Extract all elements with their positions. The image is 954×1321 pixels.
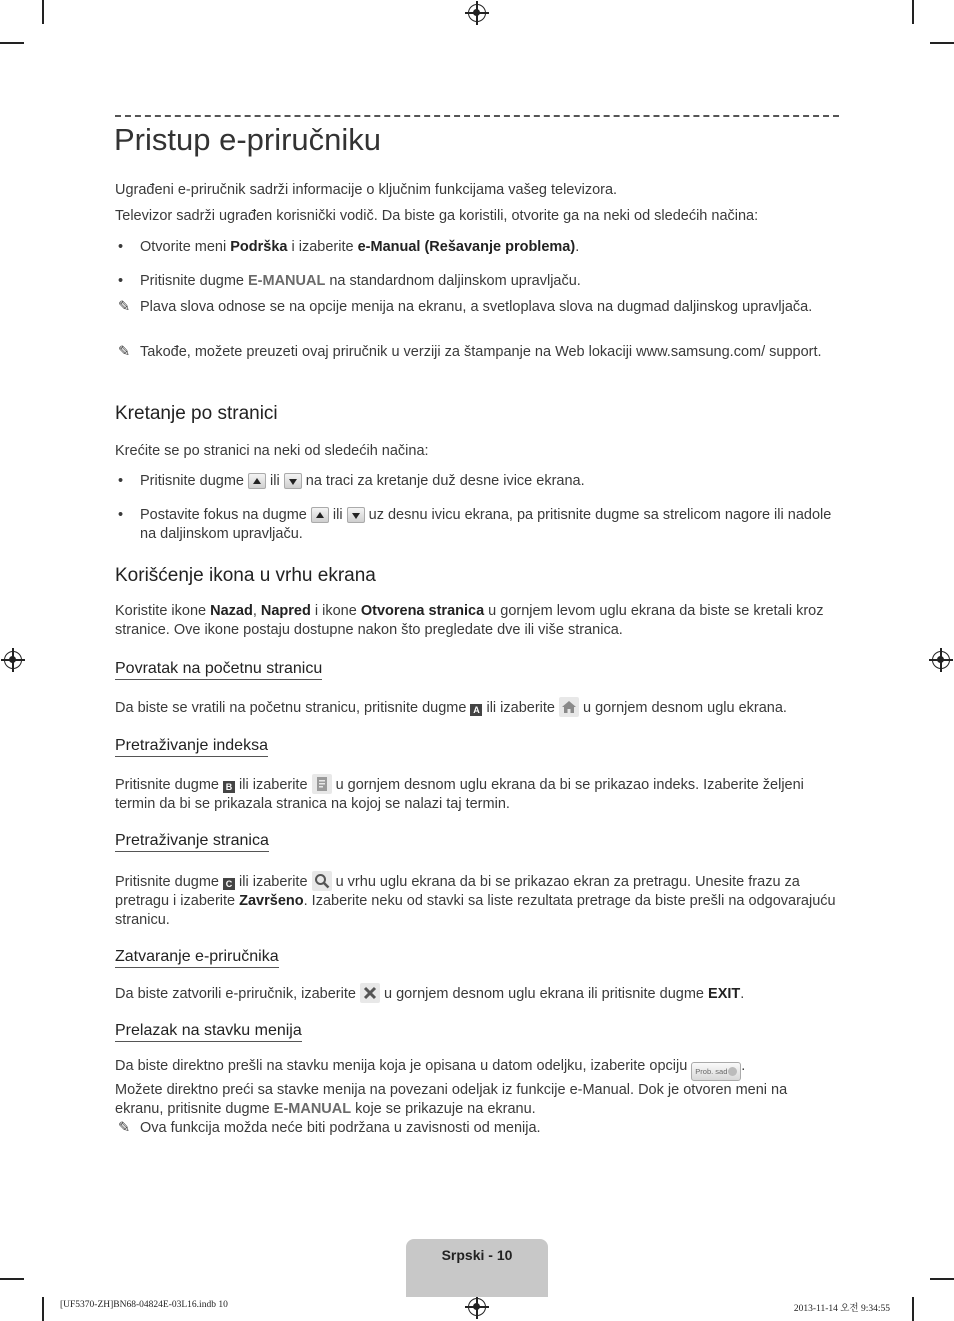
key-a-icon: A [470, 704, 482, 716]
bullet: • [118, 473, 124, 489]
try-now-button: Prob. sad [691, 1062, 741, 1081]
menu-option: e-Manual (Rešavanje problema) [357, 239, 576, 255]
subsection-heading: Povratak na početnu stranicu [115, 660, 322, 680]
bullet: • [118, 239, 124, 255]
crop-mark [930, 1278, 954, 1280]
intro-paragraph: Televizor sadrži ugrađen korisnički vodič. Da biste ga koristili, otvorite ga na neki od sledećih načina: [115, 208, 759, 224]
crop-mark [912, 0, 914, 24]
crop-mark [42, 0, 44, 24]
note-pencil-icon: ✎ [118, 1120, 131, 1136]
note-pencil-icon: ✎ [118, 299, 131, 315]
subsection-heading: Pretraživanje indeksa [115, 737, 268, 757]
arrow-up-icon [311, 507, 329, 523]
print-date-info: 2013-11-14 오전 9:34:55 [793, 1304, 890, 1314]
subsection-heading: Zatvaranje e-priručnika [115, 948, 279, 968]
bullet: • [118, 507, 124, 523]
intro-paragraph: Ugrađeni e-priručnik sadrži informacije o ključnim funkcijama vašeg televizora. [115, 182, 618, 198]
registration-mark-icon [468, 1298, 486, 1316]
page-number: Srpski - 10 [441, 1247, 513, 1263]
note-pencil-icon: ✎ [118, 344, 131, 360]
arrow-down-icon [284, 473, 302, 489]
close-icon [360, 983, 380, 1003]
subsection-paragraph: Pritisnite dugme B ili izaberite u gornjem desnom uglu ekrana da bi se prikazao indeks. Izaberite željeni termin da bi se prikazala stranica na kojoj se nalazi taj termin. [115, 774, 839, 814]
section-paragraph: Koristite ikone Nazad, Napred i ikone Otvorena stranica u gornjem levom uglu ekrana da biste se kretali kroz stranice. Ove ikone postaju dostupne nakon što pregledate dve ili više stranica. [115, 603, 824, 638]
registration-mark-icon [932, 651, 950, 669]
crop-mark [0, 1278, 24, 1280]
search-icon [312, 871, 332, 891]
print-file-info: [UF5370-ZH]BN68-04824E-03L16.indb 10 [60, 1300, 228, 1310]
section-heading: Kretanje po stranici [115, 403, 278, 424]
crop-mark [912, 1297, 914, 1321]
section-intro: Krećite se po stranici na neki od sledećih načina: [115, 443, 429, 459]
crop-mark [930, 42, 954, 44]
crop-mark [0, 42, 24, 44]
index-icon [312, 774, 332, 794]
registration-mark-icon [4, 651, 22, 669]
key-b-icon: B [223, 781, 235, 793]
subsection-heading: Prelazak na stavku menija [115, 1022, 302, 1042]
registration-mark-icon [468, 4, 486, 22]
remote-button-name: E-MANUAL [248, 273, 326, 289]
page-title: Pristup e-priručniku [114, 122, 382, 157]
subsection-paragraph: Da biste zatvorili e-priručnik, izaberite u gornjem desnom uglu ekrana ili pritisnite dugme EXIT. [115, 983, 839, 1004]
subsection-paragraph: Da biste direktno prešli na stavku menija koja je opisana u datom odeljku, izaberite opciju Prob. sad . Možete direktno preći sa stavke menija na povezani odeljak iz funkcije e-Manual. Dok je otvoren meni na ekranu, pritisnite dugme E-MANUAL koje se prikazuje na ekranu. [115, 1058, 788, 1117]
bullet: • [118, 273, 124, 289]
subsection-heading: Pretraživanje stranica [115, 832, 269, 852]
arrow-up-icon [248, 473, 266, 489]
subsection-paragraph: Pritisnite dugme C ili izaberite u vrhu uglu ekrana da bi se prikazao ekran za pretragu. Unesite frazu za pretragu i izaberite Završeno. Izaberite neku od stavki sa liste rezultata pretrage da biste prešli na odgovarajuću stranicu. [115, 871, 839, 930]
menu-name: Podrška [230, 239, 288, 255]
crop-mark [42, 1297, 44, 1321]
key-c-icon: C [223, 878, 235, 890]
home-icon [559, 697, 579, 717]
subsection-paragraph: Da biste se vratili na početnu stranicu, pritisnite dugme A ili izaberite u gornjem desnom uglu ekrana. [115, 697, 839, 718]
play-icon [728, 1067, 737, 1076]
title-rule [115, 115, 839, 117]
arrow-down-icon [347, 507, 365, 523]
section-heading: Korišćenje ikona u vrhu ekrana [115, 565, 376, 586]
